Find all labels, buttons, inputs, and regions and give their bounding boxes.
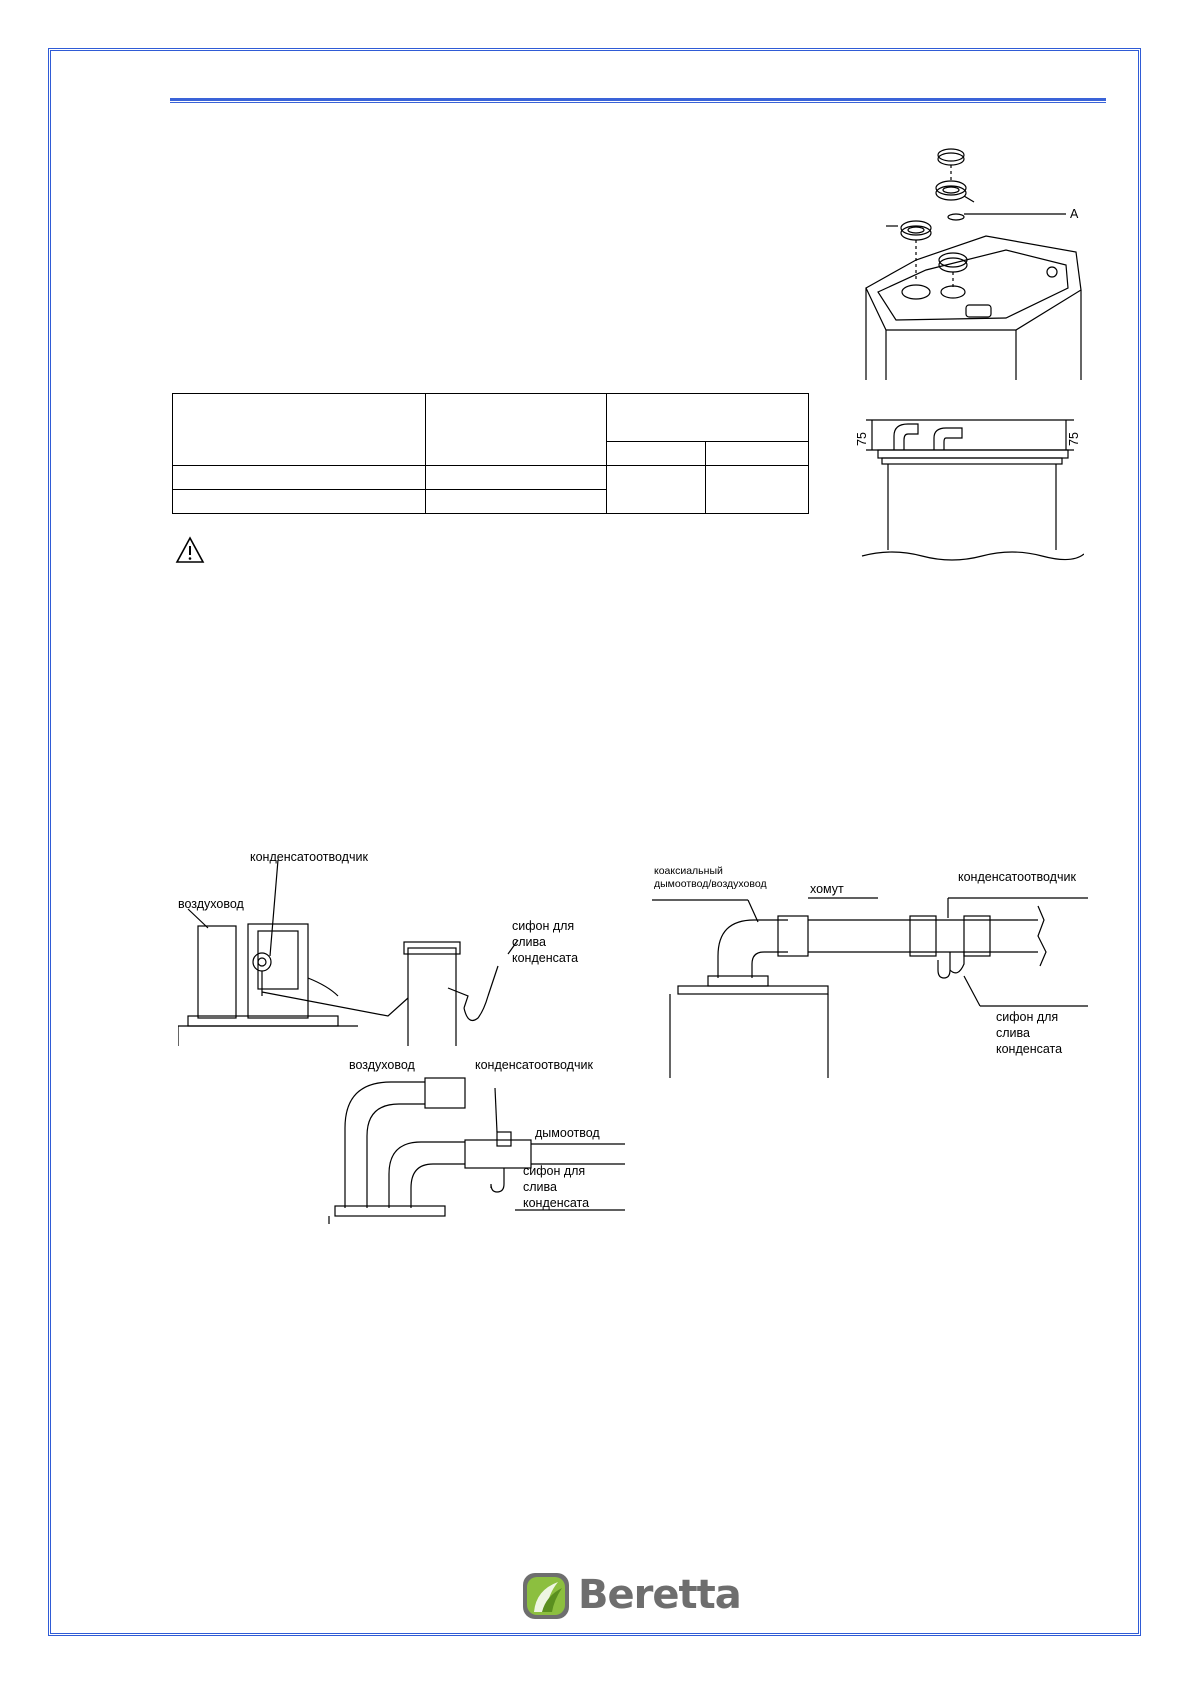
table-cell <box>607 442 706 466</box>
table-cell <box>173 394 426 466</box>
label-clamp: хомут <box>810 882 844 896</box>
label-siphon-2: слива <box>512 935 546 949</box>
clearance-left-value: 75 <box>855 432 869 446</box>
table-cell <box>607 466 706 514</box>
brand-logo-icon <box>522 1572 572 1622</box>
label-coaxial-1: коаксиальный <box>654 865 723 877</box>
table-cell <box>173 466 426 490</box>
label-siphon-1: сифон для <box>523 1164 586 1178</box>
table-cell <box>426 490 607 514</box>
label-siphon-2: слива <box>523 1180 557 1194</box>
table-cell <box>706 466 809 514</box>
label-coaxial-2: дымоотвод/воздуховод <box>654 878 767 890</box>
header-rule <box>170 98 1106 103</box>
label-condensate-trap: конденсатоотводчик <box>475 1058 593 1072</box>
figure-coaxial <box>648 856 1108 1080</box>
warning-icon <box>175 536 205 569</box>
spec-table <box>172 393 809 514</box>
figure-clearance <box>852 410 1084 562</box>
label-condensate-trap: конденсатоотводчик <box>250 850 368 864</box>
label-siphon-3: конденсата <box>512 951 579 965</box>
clearance-right-value: 75 <box>1067 432 1081 446</box>
label-flue: дымоотвод <box>535 1126 600 1140</box>
label-air-duct: воздуховод <box>178 897 244 911</box>
label-siphon-2: слива <box>996 1026 1030 1040</box>
table-cell <box>426 466 607 490</box>
brand-name: Beretta <box>578 1572 741 1618</box>
table-cell <box>706 442 809 466</box>
label-condensate-trap: конденсатоотводчик <box>958 870 1076 884</box>
figure-split-ducts <box>325 1048 645 1224</box>
label-siphon-3: конденсата <box>523 1196 590 1210</box>
brand-logo <box>522 1570 741 1624</box>
figure-vertical-ducts <box>178 846 628 1046</box>
label-siphon-1: сифон для <box>996 1010 1059 1024</box>
part-a-label: A <box>1070 207 1079 221</box>
figure-exploded-adapters <box>856 140 1084 380</box>
label-siphon-3: конденсата <box>996 1042 1063 1056</box>
table-cell <box>173 490 426 514</box>
label-air-duct: воздуховод <box>349 1058 415 1072</box>
label-siphon-1: сифон для <box>512 919 575 933</box>
table-cell <box>607 394 809 442</box>
table-cell <box>426 394 607 466</box>
